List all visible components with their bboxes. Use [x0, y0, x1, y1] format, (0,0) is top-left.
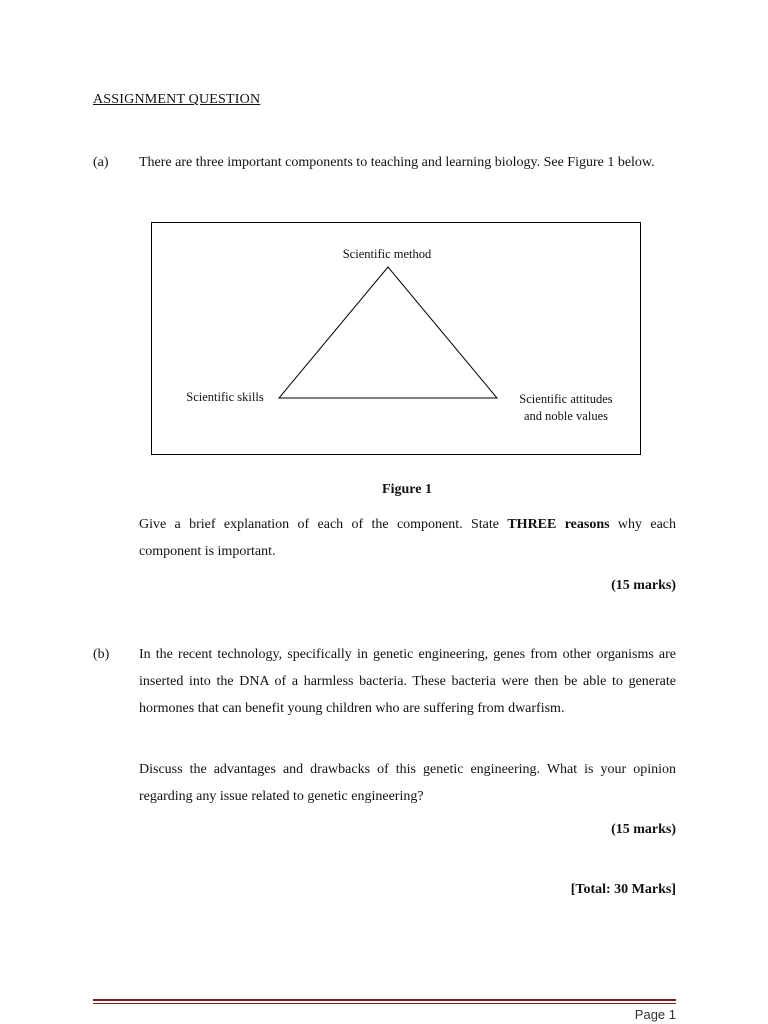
figure-label-scientific-skills: Scientific skills	[186, 390, 264, 404]
figure-label-attitudes-line2: and noble values	[523, 409, 608, 423]
part-a-marks: (15 marks)	[611, 578, 676, 593]
part-a-question-bold: THREE reasons	[507, 517, 610, 532]
figure-caption: Figure 1	[382, 482, 432, 497]
part-b-label: (b)	[93, 647, 110, 662]
page-title: ASSIGNMENT QUESTION	[93, 92, 261, 107]
part-b-marks: (15 marks)	[611, 822, 676, 837]
figure-label-attitudes-line1: Scientific attitudes	[519, 392, 613, 406]
part-a-intro: There are three important components to teaching and learning biology. See Figure 1 below.	[139, 155, 655, 170]
part-b-paragraph-1: In the recent technology, specifically in genetic engineering, genes from other organisms are inserted into the DNA of a harmless bacteria. These bacteria were then be able to generate hormones that can benefit young children who are suffering from dwarfism.	[139, 647, 676, 716]
components-triangle	[279, 267, 497, 398]
part-a-label: (a)	[93, 155, 109, 170]
figure-1-box	[151, 222, 641, 455]
part-b-paragraph-2: Discuss the advantages and drawbacks of this genetic engineering. What is your opinion regarding any issue related to genetic engineering?	[139, 762, 676, 804]
total-marks: [Total: 30 Marks]	[570, 882, 676, 897]
part-a-question-post: why each component is important.	[139, 517, 676, 559]
figure-label-scientific-attitudes	[502, 391, 630, 425]
figure-label-scientific-method: Scientific method	[342, 247, 432, 261]
page-number: Page 1	[634, 1007, 676, 1022]
part-a-question	[139, 511, 676, 565]
footer-rule-thin	[93, 1003, 676, 1004]
footer-rule-thick	[93, 999, 676, 1001]
part-a-question-pre: Give a brief explanation of each of the component. State	[139, 517, 508, 532]
